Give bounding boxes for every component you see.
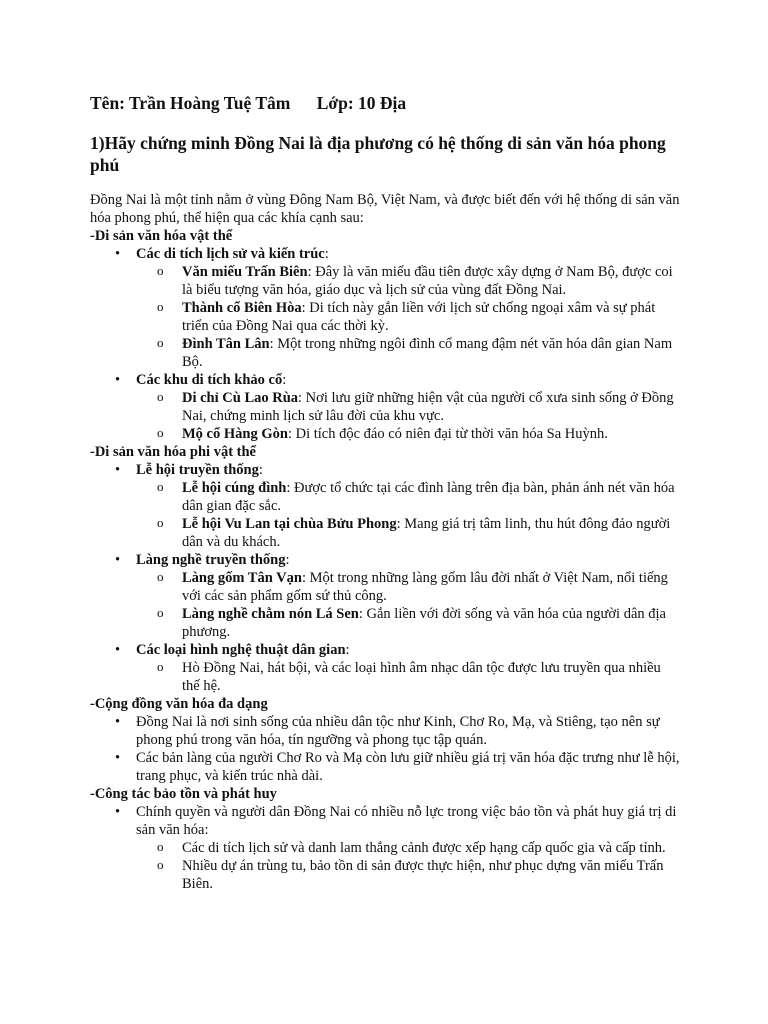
bullet-list — [90, 713, 680, 785]
item-text: : Một trong những làng gốm lâu đời nhất ở Việt Nam, nổi tiếng với các sản phẩm gốm sứ thủ công. — [182, 570, 668, 604]
item-term: Mộ cổ Hàng Gòn — [182, 426, 288, 442]
item-term: Làng nghề chằm nón Lá Sen — [182, 606, 359, 622]
student-class: Lớp: 10 Địa — [316, 93, 407, 113]
intro-paragraph: Đồng Nai là một tỉnh nằm ở vùng Đông Nam Bộ, Việt Nam, và được biết đến với hệ thống di sản văn hóa phong phú, thể hiện qua các khía cạnh sau: — [90, 192, 680, 226]
item-term: Lễ hội cúng đình — [182, 480, 287, 496]
item-text: Hò Đồng Nai, hát bội, và các loại hình âm nhạc dân tộc được lưu truyền qua nhiều thế hệ. — [182, 660, 661, 694]
list-item: • Các loại hình nghệ thuật dân gian: o Hò Đồng Nai, hát bội, và các loại hình âm nhạc dân tộc được lưu truyền qua nhiều thế hệ. — [90, 641, 680, 695]
item-term: Đình Tân Lân — [182, 336, 270, 352]
sub-list — [136, 839, 680, 893]
list-item — [90, 299, 680, 335]
list-item — [90, 605, 680, 641]
item-text: : Được tổ chức tại các đình làng trên địa bàn, phản ánh nét văn hóa dân gian đặc sắc. — [182, 480, 675, 514]
item-text: Chính quyền và người dân Đồng Nai có nhiều nỗ lực trong việc bảo tồn và phát huy giá trị di sản văn hóa: — [136, 804, 677, 838]
list-item: • Các khu di tích khảo cổ: o Di chỉ Cù Lao Rùa: Nơi lưu giữ những hiện vật của người cổ xưa sinh sống ở Đồng Nai, chứng minh lịch sử lâu đời của khu vực. o Mộ cổ Hàng Gòn: Di tích độc đáo có niên đại từ thời văn hóa Sa Huỳnh. — [90, 371, 680, 443]
item-text: : Một trong những ngôi đình cổ mang đậm nét văn hóa dân gian Nam Bộ. — [182, 336, 673, 370]
section-heading: -Công tác bảo tồn và phát huy — [90, 786, 277, 802]
item-term: Thành cổ Biên Hòa — [182, 300, 302, 316]
section-heading: -Di sản văn hóa phi vật thể — [90, 444, 256, 460]
bullet-list — [90, 245, 680, 443]
group-title: Lễ hội truyền thống — [136, 462, 259, 478]
item-term: Văn miếu Trấn Biên — [182, 264, 308, 280]
sub-list — [136, 479, 680, 551]
sub-list — [136, 659, 680, 695]
group-title: Các loại hình nghệ thuật dân gian — [136, 642, 346, 658]
list-item — [90, 515, 680, 551]
answer-body — [90, 191, 680, 893]
list-item: • Làng nghề truyền thống: o Làng gốm Tân Vạn: Một trong những làng gốm lâu đời nhất ở Việt Nam, nổi tiếng với các sản phẩm gốm sứ thủ công. o Làng nghề chằm nón Lá Sen: Gắn liền với đời sống và văn hóa của người dân địa phương. — [90, 551, 680, 641]
list-item — [90, 803, 680, 893]
item-text: : Di tích này gắn liền với lịch sử chống ngoại xâm và sự phát triển của Đồng Nai qua các thời kỳ. — [182, 300, 656, 334]
bullet-list — [90, 803, 680, 893]
sub-list — [136, 389, 680, 443]
list-item: • Các di tích lịch sử và kiến trúc: o Văn miếu Trấn Biên: Đây là văn miếu đầu tiên được xây dựng ở Nam Bộ, được coi là biểu tượng văn hóa, giáo dục và lịch sử của vùng đất Đồng Nai. o Thành cổ Biên Hòa: Di tích này gắn liền với lịch sử chống ngoại xâm và sự phát triển của Đồng Nai qua các thời kỳ. o Đình Tân Lân: Một trong những ngôi đình cổ mang đậm nét văn hóa dân gian Nam Bộ. — [90, 245, 680, 371]
list-item — [90, 569, 680, 605]
section-heading: -Cộng đồng văn hóa đa dạng — [90, 696, 268, 712]
bullet-list — [90, 461, 680, 695]
section-heading: -Di sản văn hóa vật thể — [90, 228, 233, 244]
item-text: : Mang giá trị tâm linh, thu hút đông đảo người dân và du khách. — [182, 516, 671, 550]
item-term: Làng gốm Tân Vạn — [182, 570, 302, 586]
sub-list — [136, 263, 680, 371]
group-title: Các khu di tích khảo cổ — [136, 372, 283, 388]
list-item — [90, 335, 680, 371]
list-item — [90, 389, 680, 425]
list-item — [90, 659, 680, 695]
list-item — [90, 479, 680, 515]
item-text: : Nơi lưu giữ những hiện vật của người cổ xưa sinh sống ở Đồng Nai, chứng minh lịch sử lâu đời của khu vực. — [182, 390, 674, 424]
item-text: : Di tích độc đáo có niên đại từ thời văn hóa Sa Huỳnh. — [287, 426, 608, 442]
item-term: Di chỉ Cù Lao Rùa — [182, 390, 299, 406]
item-text: : Gắn liền với đời sống và văn hóa của người dân địa phương. — [182, 606, 666, 640]
student-header — [90, 93, 406, 114]
sub-list — [136, 569, 680, 641]
list-item: o Nhiều dự án trùng tu, bảo tồn di sản được thực hiện, như phục dựng văn miếu Trấn Biên. — [90, 857, 680, 893]
group-title: Các di tích lịch sử và kiến trúc — [136, 246, 325, 262]
list-item — [90, 263, 680, 299]
item-term: Lễ hội Vu Lan tại chùa Bửu Phong — [182, 516, 397, 532]
list-item: o Các di tích lịch sử và danh lam thắng cảnh được xếp hạng cấp quốc gia và cấp tỉnh. — [90, 839, 680, 857]
item-text: : Đây là văn miếu đầu tiên được xây dựng ở Nam Bộ, được coi là biểu tượng văn hóa, giáo dục và lịch sử của vùng đất Đồng Nai. — [182, 264, 673, 298]
list-item: • Các bản làng của người Chơ Ro và Mạ còn lưu giữ nhiều giá trị văn hóa đặc trưng như lễ hội, trang phục, và kiến trúc nhà dài. — [90, 749, 680, 785]
question-heading: 1)Hãy chứng minh Đồng Nai là địa phương có hệ thống di sản văn hóa phong phú — [90, 133, 666, 175]
list-item — [90, 425, 680, 443]
group-title: Làng nghề truyền thống — [136, 552, 286, 568]
list-item: • Lễ hội truyền thống: o Lễ hội cúng đình: Được tổ chức tại các đình làng trên địa bàn, phản ánh nét văn hóa dân gian đặc sắc. o Lễ hội Vu Lan tại chùa Bửu Phong: Mang giá trị tâm linh, thu hút đông đảo người dân và du khách. — [90, 461, 680, 551]
student-name: Tên: Trần Hoàng Tuệ Tâm — [90, 93, 291, 113]
list-item: • Đồng Nai là nơi sinh sống của nhiều dân tộc như Kinh, Chơ Ro, Mạ, và Stiêng, tạo nên sự phong phú trong văn hóa, tín ngưỡng và phong tục tập quán. — [90, 713, 680, 749]
